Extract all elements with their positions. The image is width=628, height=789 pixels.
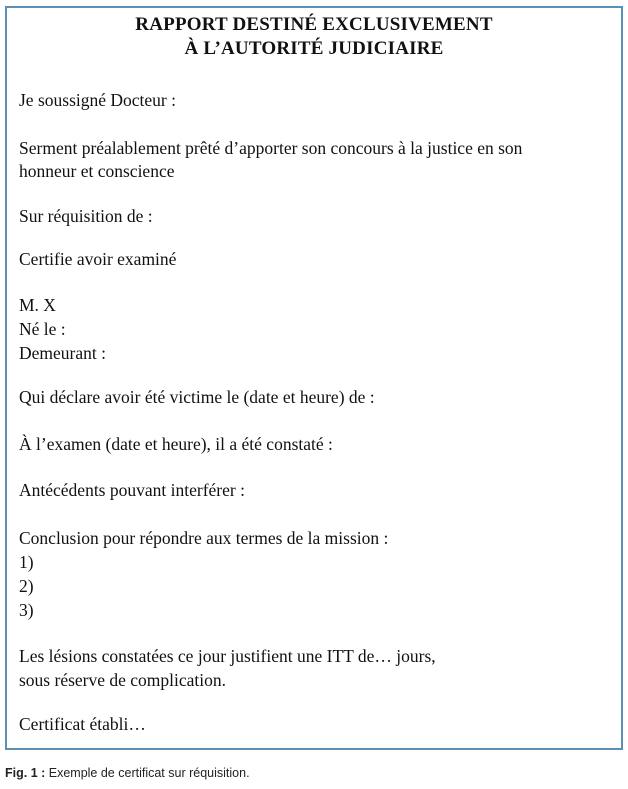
patient-name-line: M. X [19,295,56,315]
certificate-frame [5,6,623,750]
conclusion-line: Conclusion pour répondre aux termes de la mission : [19,528,389,548]
itt-line-2: sous réserve de complication. [19,670,227,690]
conclusion-item-1: 1) [19,552,34,572]
history-line: Antécédents pouvant interférer : [19,480,245,500]
oath-line-1: Serment préalablement prêté d’apporter son concours à la justice en son [19,138,523,158]
itt-line-1: Les lésions constatées ce jour justifient une ITT de… jours, [19,646,436,666]
figure-caption-label: Fig. 1 : [5,766,46,780]
address-line: Demeurant : [19,343,106,363]
birth-date-line: Né le : [19,319,66,339]
conclusion-item-2: 2) [19,576,34,596]
document-title-line-1: RAPPORT DESTINÉ EXCLUSIVEMENT [135,14,493,35]
requisition-line: Sur réquisition de : [19,206,153,226]
figure-caption-text: Exemple de certificat sur réquisition. [45,766,250,780]
figure-caption [5,766,250,780]
document-title-line-2: À L’AUTORITÉ JUDICIAIRE [184,38,444,59]
examination-line: À l’examen (date et heure), il a été constaté : [19,434,333,454]
doctor-line: Je soussigné Docteur : [19,90,176,110]
conclusion-item-3: 3) [19,600,34,620]
certificate-established-line: Certificat établi… [19,714,146,734]
victim-declaration-line: Qui déclare avoir été victime le (date et heure) de : [19,387,375,407]
examined-line: Certifie avoir examiné [19,249,177,269]
oath-line-2: honneur et conscience [19,161,175,181]
